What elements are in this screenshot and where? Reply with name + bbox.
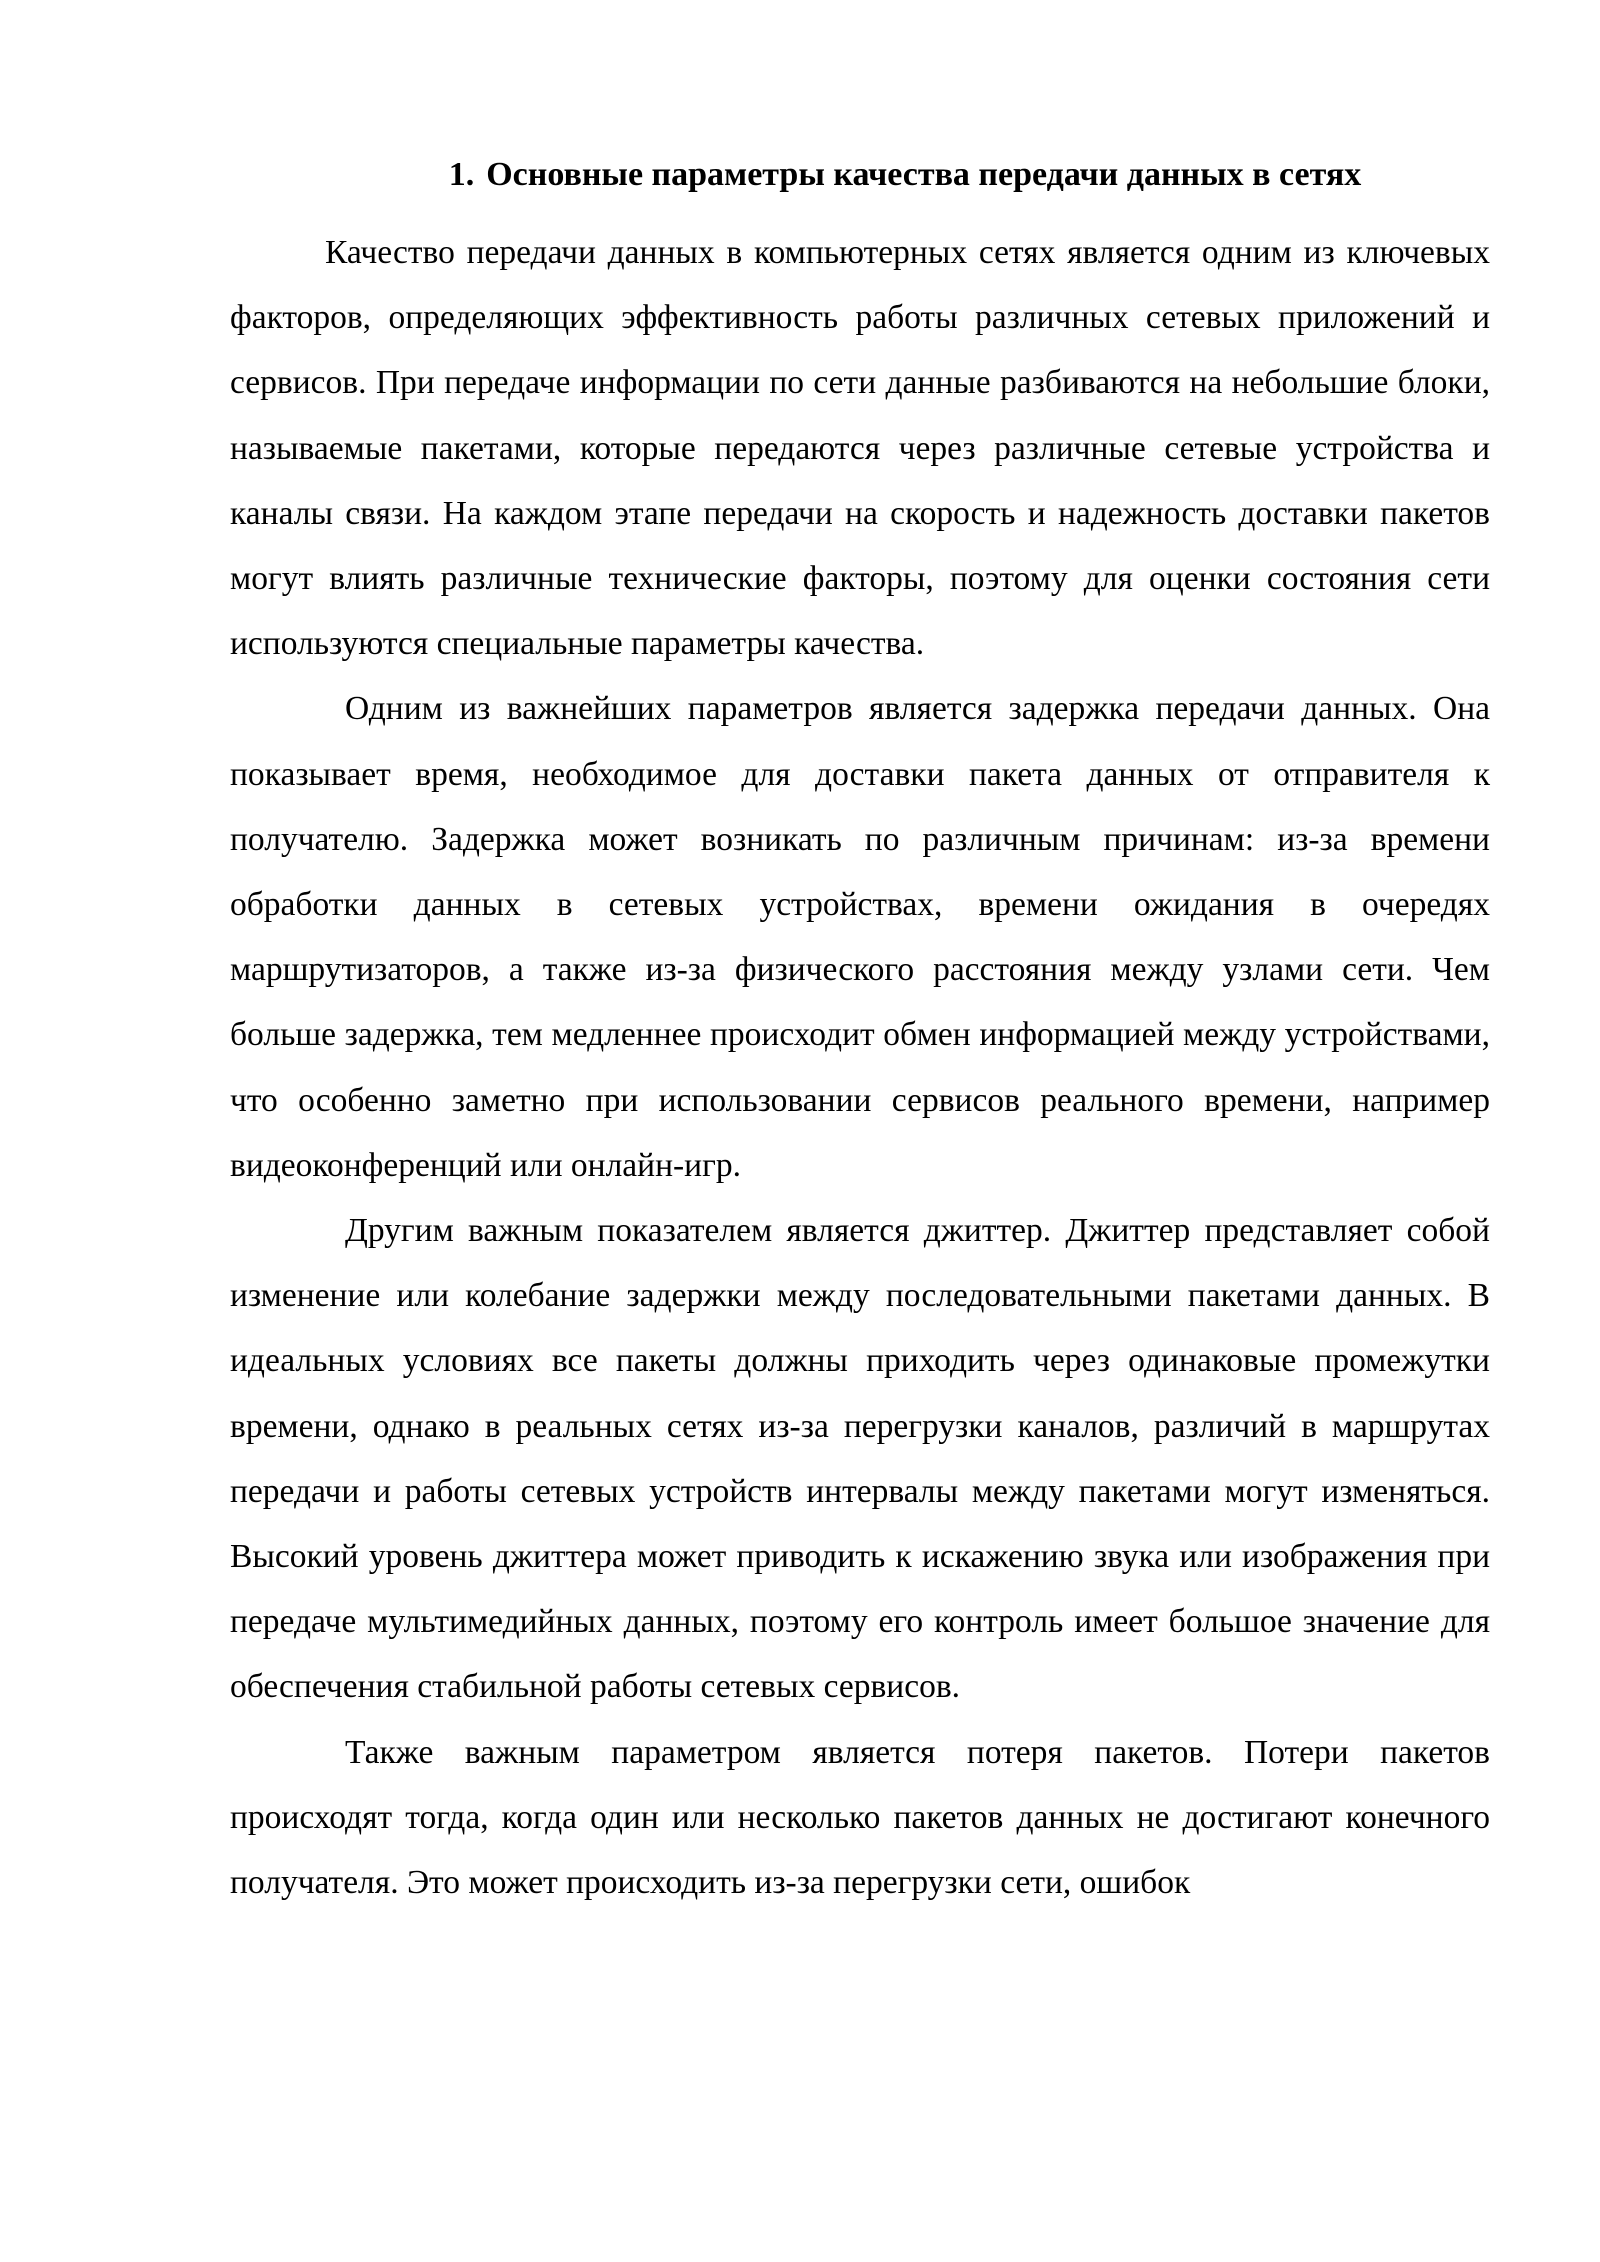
section-heading [230,150,1490,200]
paragraph-intro: Качество передачи данных в компьютерных сетях является одним из ключевых факторов, определяющих эффективность работы различных сетевых приложений и сервисов. При передаче информации по сети данные разбиваются на небольшие блоки, называемые пакетами, которые передаются через различные сетевые устройства и каналы связи. На каждом этапе передачи на скорость и надежность доставки пакетов могут влиять различные технические факторы, поэтому для оценки состояния сети используются специальные параметры качества. [230,234,1490,663]
section-title: Основные параметры качества передачи данных в сетях [486,156,1362,193]
paragraph-packet-loss: Также важным параметром является потеря пакетов. Потери пакетов происходят тогда, когда один или несколько пакетов данных не достигают конечного получателя. Это может происходить из-за перегрузки сети, ошибок [230,1733,1490,1902]
paragraph-latency: Одним из важнейших параметров является задержка передачи данных. Она показывает время, необходимое для доставки пакета данных от отправителя к получателю. Задержка может возникать по различным причинам: из-за времени обработки данных в сетевых устройствах, времени ожидания в очередях маршрутизаторов, а также из-за физического расстояния между узлами сети. Чем больше задержка, тем медленнее происходит обмен информацией между устройствами, что особенно заметно при использовании сервисов реального времени, например видеоконференций или онлайн-игр. [230,690,1490,1184]
document-body [230,150,1490,1915]
section-number: 1. [448,156,475,193]
paragraph-jitter: Другим важным показателем является джиттер. Джиттер представляет собой изменение или колебание задержки между последовательными пакетами данных. В идеальных условиях все пакеты должны приходить через одинаковые промежутки времени, однако в реальных сетях из-за перегрузки каналов, различий в маршрутах передачи и работы сетевых устройств интервалы между пакетами могут изменяться. Высокий уровень джиттера может приводить к искажению звука или изображения при передаче мультимедийных данных, поэтому его контроль имеет большое значение для обеспечения стабильной работы сетевых сервисов. [230,1212,1490,1706]
